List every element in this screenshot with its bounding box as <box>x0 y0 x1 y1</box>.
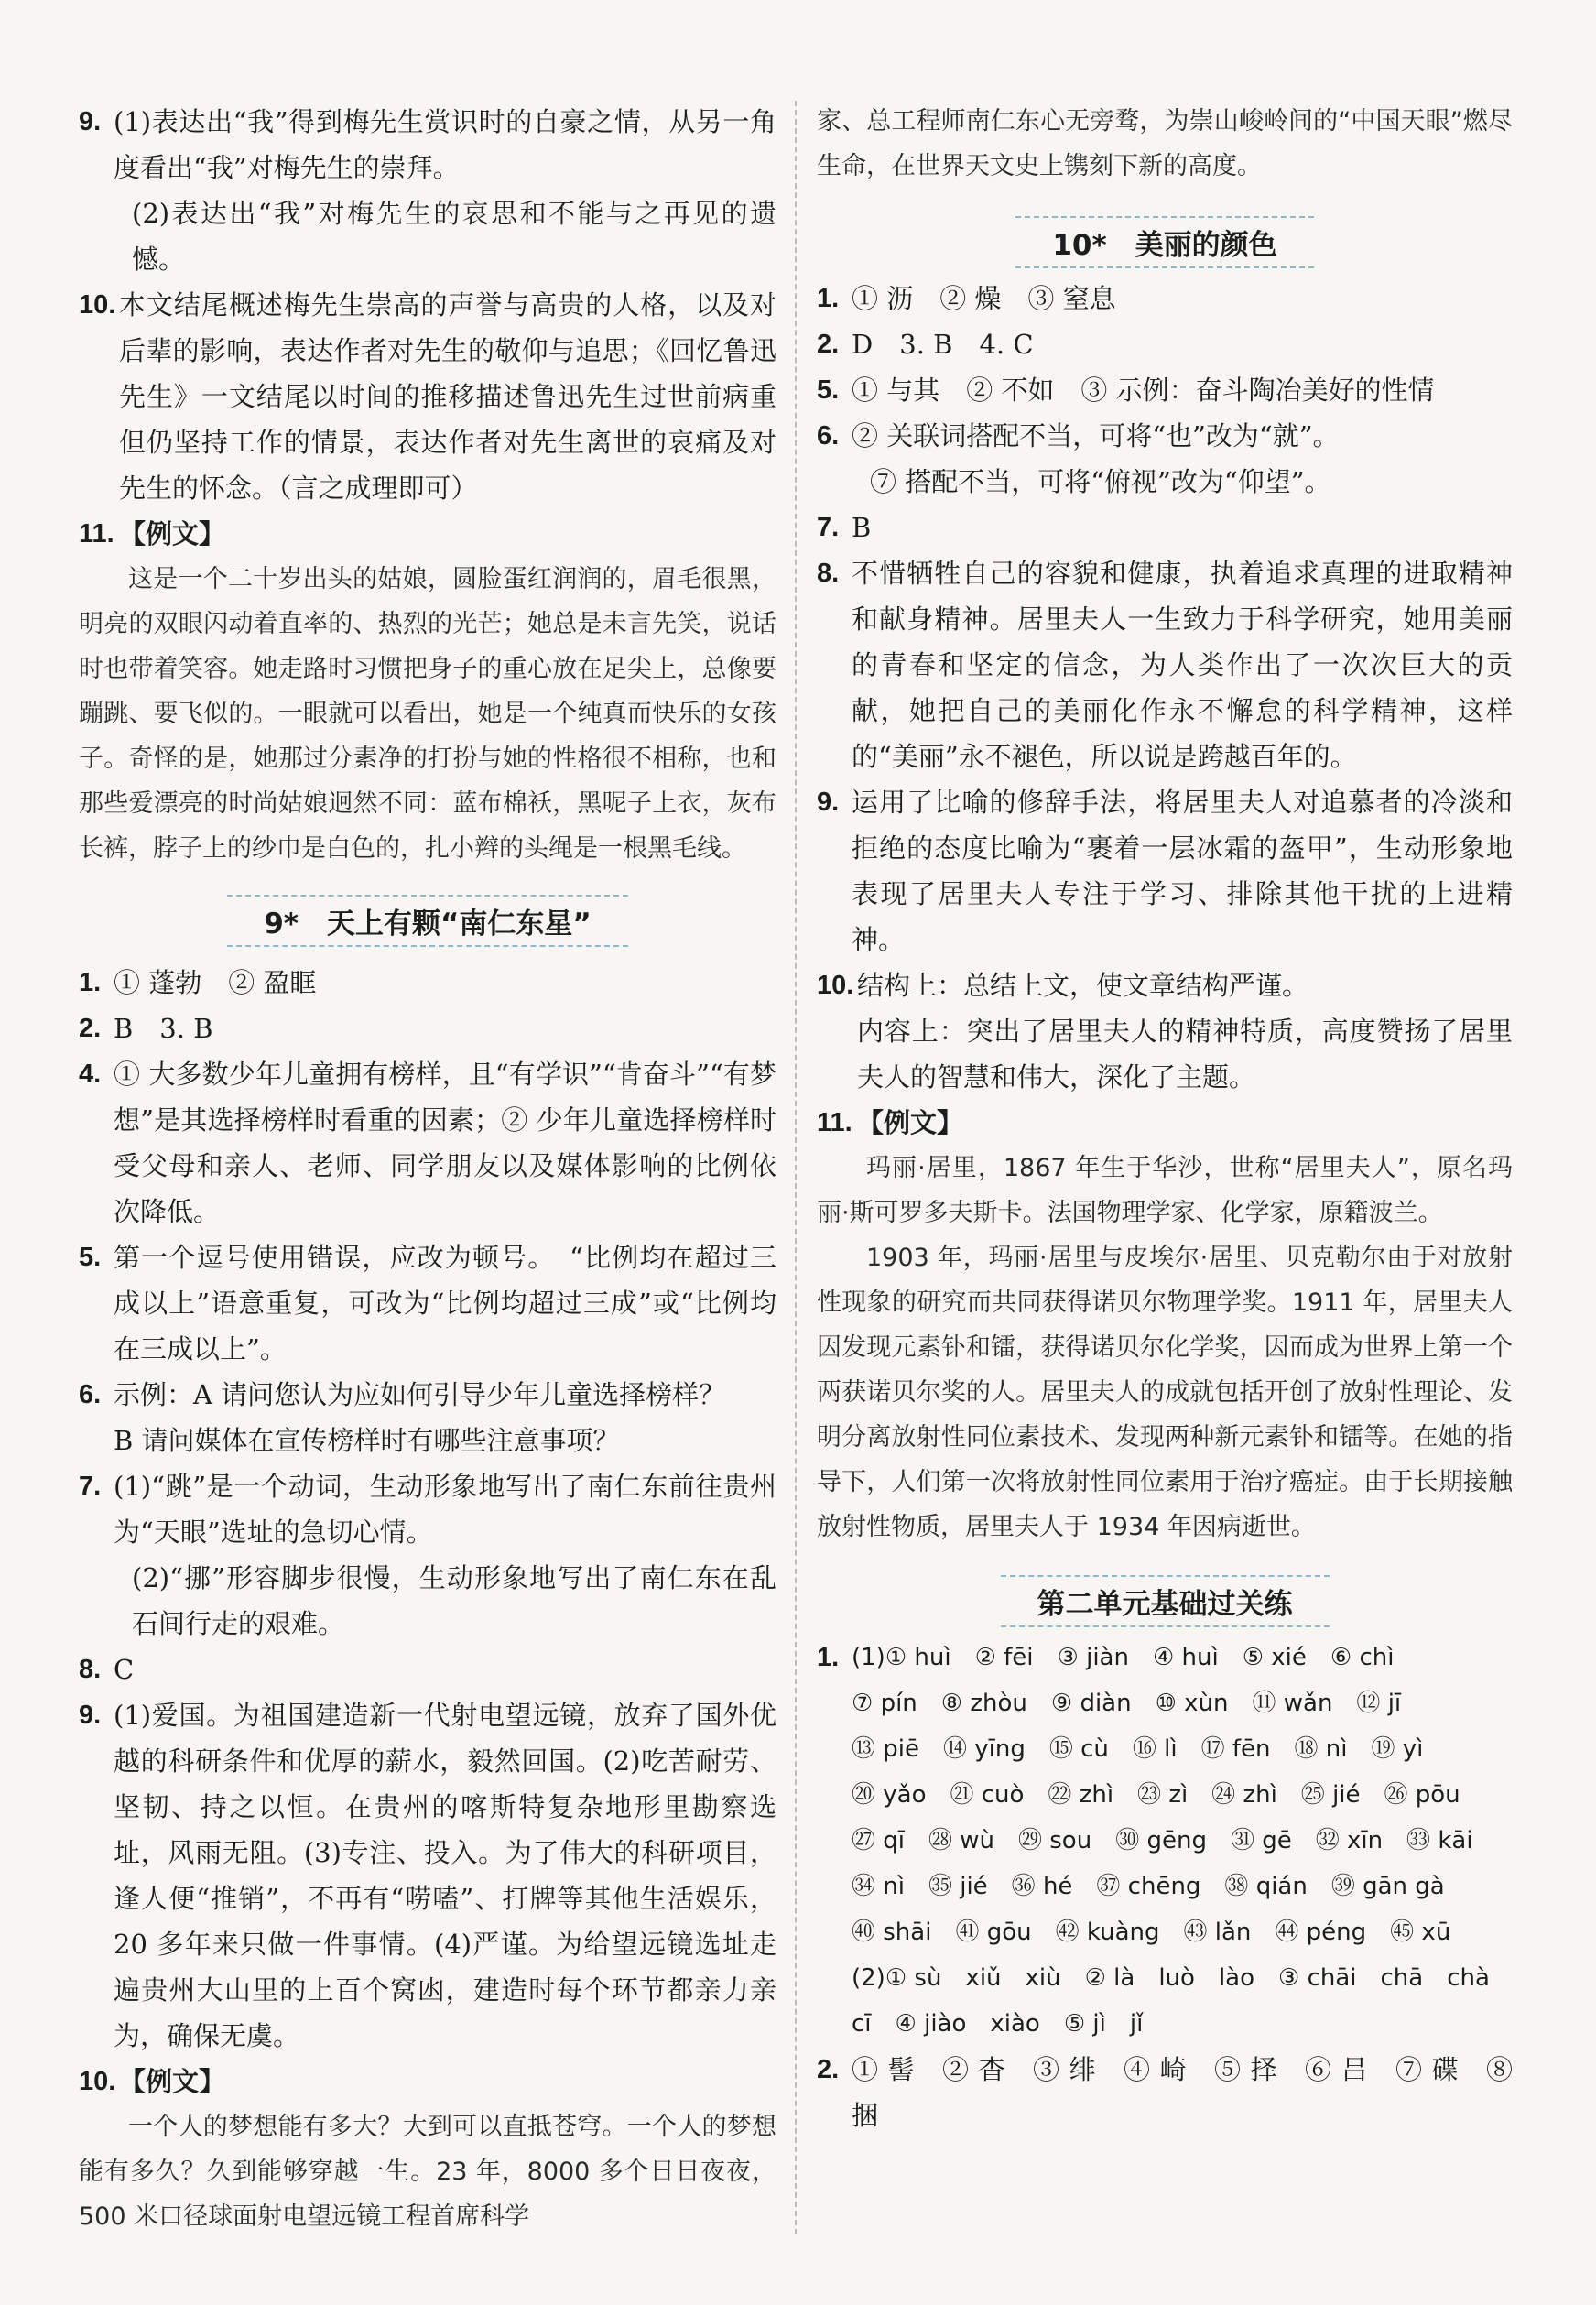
example-label: 【例文】 <box>119 518 226 549</box>
s10-answer-5: 5. ① 与其 ② 不如 ③ 示例：奋斗陶冶美好的性情 <box>817 375 1435 406</box>
s10-answer-9: 9. 运用了比喻的修辞手法，将居里夫人对追慕者的冷淡和拒绝的态度比喻为“裹着一层冰霜的盔甲”，生动形象地表现了居里夫人专注于学习、排除其他干扰的上进精神。 <box>817 787 1513 955</box>
pinyin-line: ㉗ qī ㉘ wù ㉙ sou ㉚ gēng ㉛ gē ㉜ xīn ㉝ kāi <box>852 1827 1473 1854</box>
unit-answer-2: 2. ① 髻 ② 杳 ③ 绯 ④ 崎 ⑤ 择 ⑥ 吕 ⑦ 碟 ⑧ 捆 <box>817 2054 1513 2131</box>
s10-answer-7: 7. B <box>817 512 872 543</box>
pinyin-line: ⑦ pín ⑧ zhòu ⑨ diàn ⑩ xùn ⑪ wǎn ⑫ jī <box>852 1690 1402 1717</box>
pinyin-line: ⑳ yǎo ㉑ cuò ㉒ zhì ㉓ zì ㉔ zhì ㉕ jié ㉖ pōu <box>852 1781 1460 1809</box>
s10-answer-6-2: ⑦ 搭配不当，可将“俯视”改为“仰望”。 <box>870 466 1331 497</box>
s9-answer-10: 10. 【例文】 <box>79 2066 226 2097</box>
s10-answer-1: 1. ① 沥 ② 燥 ③ 窒息 <box>817 283 1116 314</box>
example-essay-3a: 玛丽·居里，1867 年生于华沙，世称“居里夫人”，原名玛丽·斯可罗多夫斯卡。法国物理学家、化学家，原籍波兰。 <box>817 1154 1513 1227</box>
s9-answer-4: 4. ① 大多数少年儿童拥有榜样，且“有学识”“肯奋斗”“有梦想”是其选择榜样时看重的因素；② 少年儿童选择榜样时受父母和亲人、老师、同学朋友以及媒体影响的比例依次降低。 <box>79 1059 776 1227</box>
section-title-10: 10* 美丽的颜色 <box>817 216 1513 268</box>
section-title-unit: 第二单元基础过关练 <box>817 1575 1513 1627</box>
s9-answer-6: 6. 示例：A 请问您认为应如何引导少年儿童选择榜样？ B 请问媒体在宣传榜样时有哪些注意事项？ <box>79 1379 726 1456</box>
s9-answer-2-3: 2. B 3. B <box>79 1013 213 1044</box>
example-essay-3b: 1903 年，玛丽·居里与皮埃尔·居里、贝克勒尔由于对放射性现象的研究而共同获得诺贝尔物理学奖。1911 年，居里夫人因发现元素钋和镭，获得诺贝尔化学奖，因而成为世界上第一个两获诺贝尔奖的人。居里夫人的成就包括开创了放射性理论、发明分离放射性同位素技术、发现两种新元素钋和镭等。在她的指导下，人们第一次将放射性同位素用于治疗癌症。由于长期接触放射性物质，居里夫人于 1934 年因病逝世。 <box>817 1244 1513 1541</box>
s10-answer-11: 11. 【例文】 <box>817 1107 964 1138</box>
example-essay-2-continued: 家、总工程师南仁东心无旁骛，为崇山峻岭间的“中国天眼”燃尽生命，在世界天文史上镌刻下新的高度。 <box>817 107 1513 180</box>
pinyin-line: (2)① sù xiǔ xiù ② là luò lào ③ chāi chā chà <box>852 1964 1490 1992</box>
example-label: 【例文】 <box>857 1107 964 1138</box>
s9-answer-8: 8. C <box>79 1654 135 1685</box>
answer-9-2 <box>79 190 776 282</box>
s10-answer-6: 6. ② 关联词搭配不当，可将“也”改为“就”。 <box>817 420 1340 451</box>
left-column <box>79 99 776 2239</box>
answer-text: 本文结尾概述梅先生崇高的声誉与高贵的人格，以及对后辈的影响，表达作者对先生的敬仰与追思；《回忆鲁迅先生》一文结尾以时间的推移描述鲁迅先生过世前病重但仍坚持工作的情景，表达作者对先生离世的哀痛及对先生的怀念。（言之成理即可） <box>119 289 776 504</box>
section-title-9: 9* 天上有颗“南仁东星” <box>79 895 776 947</box>
column-divider <box>795 101 797 2234</box>
s9-answer-1: 1. ① 蓬勃 ② 盈眶 <box>79 967 317 998</box>
s9-answer-7-2: (2)“挪”形容脚步很慢，生动形象地写出了南仁东在乱石间行走的艰难。 <box>132 1562 776 1639</box>
s9-answer-5: 5. 第一个逗号使用错误，应改为顿号。 “比例均在超过三成以上”语意重复，可改为“比例均超过三成”或“比例均在三成以上”。 <box>79 1242 776 1365</box>
answer-10: 10. 本文结尾概述梅先生崇高的声誉与高贵的人格，以及对后辈的影响，表达作者对先生的敬仰与追思；《回忆鲁迅先生》一文结尾以时间的推移描述鲁迅先生过世前病重但仍坚持工作的情景，表达作者对先生离世的哀痛及对先生的怀念。（言之成理即可） <box>79 282 776 511</box>
example-essay-1: 这是一个二十岁出头的姑娘，圆脸蛋红润润的，眉毛很黑，明亮的双眼闪动着直率的、热烈的光芒；她总是未言先笑，说话时也带着笑容。她走路时习惯把身子的重心放在足尖上，总像要蹦跳、要飞似的。一眼就可以看出，她是一个纯真而快乐的女孩子。奇怪的是，她那过分素净的打扮与她的性格很不相称，也和那些爱漂亮的时尚姑娘迥然不同：蓝布棉袄，黑呢子上衣，灰布长裤，脖子上的纱巾是白色的，扎小辫的头绳是一根黑毛线。 <box>79 565 776 863</box>
pinyin-line: (1)① huì ② fēi ③ jiàn ④ huì ⑤ xié ⑥ chì <box>852 1644 1395 1671</box>
s9-answer-7: 7. (1)“跳”是一个动词，生动形象地写出了南仁东前往贵州为“天眼”选址的急切心情。 <box>79 1471 776 1548</box>
example-label: 【例文】 <box>119 2066 226 2097</box>
answer-11: 11. 【例文】 <box>79 518 226 549</box>
pinyin-line: cī ④ jiào xiào ⑤ jì jǐ <box>852 2010 1144 2038</box>
s9-answer-9: 9. (1)爱国。为祖国建造新一代射电望远镜，放弃了国外优越的科研条件和优厚的薪水，毅然回国。(2)吃苦耐劳、坚韧、持之以恒。在贵州的喀斯特复杂地形里勘察选址，风雨无阻。(3)专注、投入。为了伟大的科研项目，逢人便“推销”，不再有“唠嗑”、打牌等其他生活娱乐，20 多年来只做一件事情。(4)严谨。为给望远镜选址走遍贵州大山里的上百个窝凼，建造时每个环节都亲力亲为，确保无虞。 <box>79 1700 776 2051</box>
answer-text: (2)表达出“我”对梅先生的哀思和不能与之再见的遗憾。 <box>132 198 776 275</box>
pinyin-line: ⑬ piē ⑭ yīng ⑮ cù ⑯ lì ⑰ fēn ⑱ nì ⑲ yì <box>852 1735 1424 1763</box>
s10-answer-2-4: 2. D 3. B 4. C <box>817 329 1034 360</box>
answer-9: 9. (1)表达出“我”得到梅先生赏识时的自豪之情，从另一角度看出“我”对梅先生的崇拜。 <box>79 99 776 190</box>
pinyin-line: ㉞ nì ㉟ jié ㊱ hé ㊲ chēng ㊳ qián ㊴ gān gà <box>852 1873 1445 1900</box>
answer-text: (1)表达出“我”得到梅先生赏识时的自豪之情，从另一角度看出“我”对梅先生的崇拜。 <box>114 106 776 183</box>
pinyin-line: ㊵ shāi ㊶ gōu ㊷ kuàng ㊸ lǎn ㊹ péng ㊺ xū <box>852 1919 1451 1946</box>
unit-answer-1: 1. (1)① huì ② fēi ③ jiàn ④ huì ⑤ xié ⑥ chì ⑦ pín ⑧ zhòu ⑨ diàn ⑩ xùn ⑪ wǎn ⑫ jī ⑬ piē ⑭ yīng ⑮ cù ⑯ lì ⑰ fēn ⑱ nì ⑲ yì ⑳ yǎo ㉑ cuò ㉒ zhì ㉓ zì ㉔ zhì ㉕ jié ㉖ pōu ㉗ qī ㉘ wù ㉙ sou ㉚ gēng ㉛ gē ㉜ xīn ㉝ kāi ㉞ nì ㉟ jié ㊱ hé ㊲ chēng ㊳ qián ㊴ gān gà ㊵ shāi ㊶ gōu ㊷ kuàng ㊸ lǎn ㊹ péng ㊺ xū (2)① sù xiǔ xiù ② là luò lào ③ chāi chā chà cī ④ jiào xiào ⑤ jì jǐ <box>817 1635 1513 2047</box>
right-column <box>817 99 1513 2138</box>
s10-answer-10: 10. 结构上：总结上文，使文章结构严谨。 内容上：突出了居里夫人的精神特质，高度赞扬了居里夫人的智慧和伟大，深化了主题。 <box>817 970 1513 1093</box>
s10-answer-8: 8. 不惜牺牲自己的容貌和健康，执着追求真理的进取精神和献身精神。居里夫人一生致力于科学研究，她用美丽的青春和坚定的信念，为人类作出了一次次巨大的贡献，她把自己的美丽化作永不懈怠的科学精神，这样的“美丽”永不褪色，所以说是跨越百年的。 <box>817 558 1513 772</box>
example-essay-2: 一个人的梦想能有多大？大到可以直抵苍穹。一个人的梦想能有多久？久到能够穿越一生。23 年，8000 多个日日夜夜，500 米口径球面射电望远镜工程首席科学 <box>79 2113 776 2231</box>
